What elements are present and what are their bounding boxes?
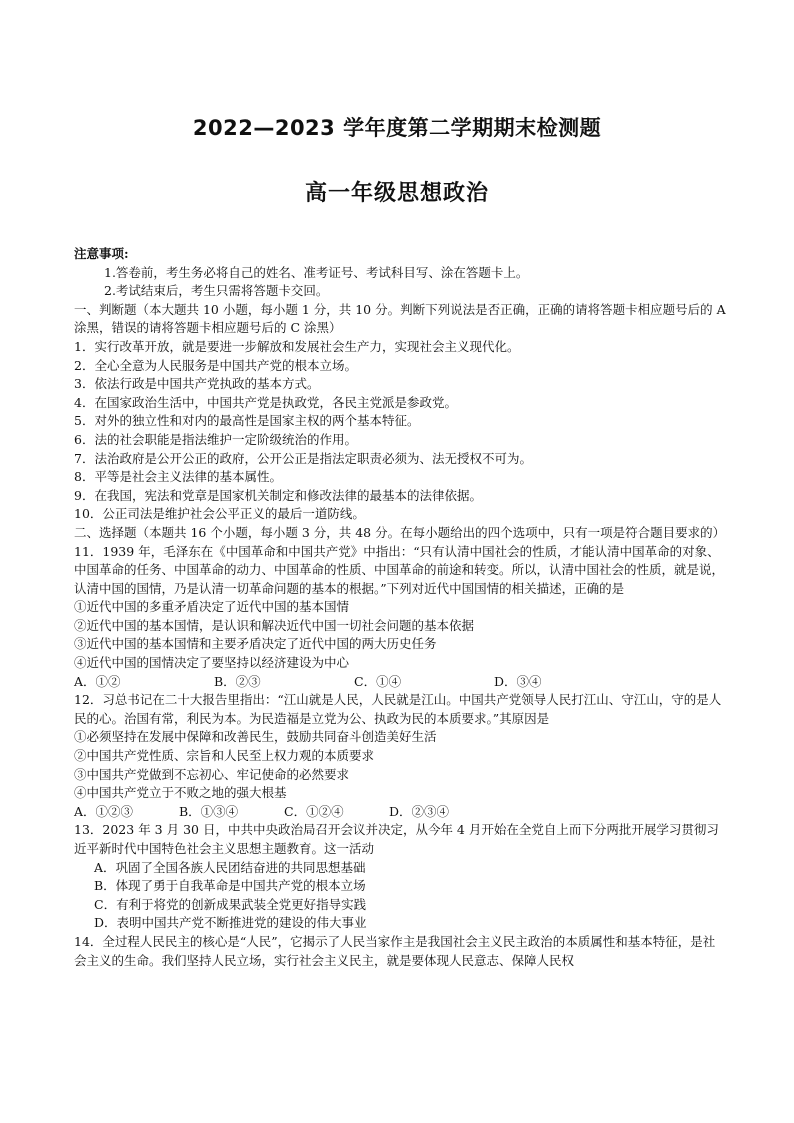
judge-item: 1．实行改革开放，就是要进一步解放和发展社会生产力，实现社会主义现代化。 xyxy=(74,338,520,354)
q11-options xyxy=(74,673,726,692)
section2-heading: 二、选择题（本题共 16 个小题，每小题 3 分，共 48 分。在每小题给出的四个选项中，只有一项是符合题目要求的） xyxy=(74,524,726,540)
question-11-stem: 11．1939 年，毛泽东在《中国革命和中国共产党》中指出：“只有认清中国社会的性质，才能认清中国革命的对象、中国革命的任务、中国革命的动力、中国革命的性质、中国革命的前途和转变。所以，认清中国社会的性质，就是说，认清中国的国情，乃是认清一切革命问题的基本的根据。”下列对近代中国国情的相关描述，正确的是 xyxy=(74,543,725,596)
question-13-stem: 13．2023 年 3 月 30 日，中共中央政治局召开会议并决定，从今年 4 月开始在全党自上而下分两批开展学习贯彻习近平新时代中国特色社会主义思想主题教育。这一活动 xyxy=(74,822,719,856)
judge-item: 3．依法行政是中国共产党执政的基本方式。 xyxy=(74,376,320,392)
q13-option-c: C．有利于将党的创新成果武装全党更好指导实践 xyxy=(94,896,367,912)
question-12-stem: 12．习总书记在二十大报告里指出：“江山就是人民，人民就是江山。中国共产党领导人民打江山、守江山，守的是人民的心。治国有常，利民为本。为民造福是立党为公、执政为民的本质要求。”其原因是 xyxy=(74,692,722,726)
q11-statement: ④近代中国的国情决定了要坚持以经济建设为中心 xyxy=(74,655,350,671)
exam-content xyxy=(74,245,726,970)
q12-statement: ①必须坚持在发展中保障和改善民生，鼓励共同奋斗创造美好生活 xyxy=(74,729,437,745)
q11-option-a: A．①② xyxy=(74,673,121,689)
q11-statement: ③近代中国的基本国情和主要矛盾决定了近代中国的两大历史任务 xyxy=(74,636,437,652)
q12-option-c: C．①②④ xyxy=(284,803,344,819)
q12-statement: ④中国共产党立于不败之地的强大根基 xyxy=(74,785,287,801)
q12-option-d: D．②③④ xyxy=(389,803,450,819)
q12-statement: ③中国共产党做到不忘初心、牢记使命的必然要求 xyxy=(74,766,350,782)
q12-options xyxy=(74,803,726,822)
notice-item: 2.考试结束后，考生只需将答题卡交回。 xyxy=(104,283,329,299)
q12-option-b: B．①③④ xyxy=(179,803,239,819)
judge-item: 6．法的社会职能是指法维护一定阶级统治的作用。 xyxy=(74,431,357,447)
judge-item: 2．全心全意为人民服务是中国共产党的根本立场。 xyxy=(74,357,357,373)
notice-heading: 注意事项: xyxy=(74,246,129,261)
q11-statement: ①近代中国的多重矛盾决定了近代中国的基本国情 xyxy=(74,599,350,615)
q11-option-c: C．①④ xyxy=(354,673,402,689)
q11-option-d: D．③④ xyxy=(494,673,542,689)
q13-option-d: D．表明中国共产党不断推进党的建设的伟大事业 xyxy=(94,915,367,931)
q12-option-a: A．①②③ xyxy=(74,803,134,819)
q11-statement: ②近代中国的基本国情，是认识和解决近代中国一切社会问题的基本依据 xyxy=(74,617,475,633)
section1-heading: 一、判断题（本大题共 10 小题，每小题 1 分，共 10 分。判断下列说法是否正确，正确的请将答题卡相应题号后的 A 涂黑，错误的请将答题卡相应题号后的 C 涂黑） xyxy=(74,301,726,336)
question-14-stem: 14．全过程人民民主的核心是“人民”，它揭示了人民当家作主是我国社会主义民主政治的本质属性和基本特征，是社会主义的生命。我们坚持人民立场，实行社会主义民主，就是要体现人民意志、保障人民权 xyxy=(74,933,716,968)
q11-option-b: B．②③ xyxy=(214,673,261,689)
judge-item: 5．对外的独立性和对内的最高性是国家主权的两个基本特征。 xyxy=(74,413,420,429)
q13-option-a: A．巩固了全国各族人民团结奋进的共同思想基础 xyxy=(94,859,366,875)
q12-statement: ②中国共产党性质、宗旨和人民至上权力观的本质要求 xyxy=(74,748,375,764)
exam-subtitle: 高一年级思想政治 xyxy=(304,181,489,206)
judge-item: 10．公正司法是维护社会公平正义的最后一道防线。 xyxy=(74,506,365,522)
judge-item: 4．在国家政治生活中，中国共产党是执政党，各民主党派是参政党。 xyxy=(74,394,457,410)
exam-title: 2022—2023 学年度第二学期期末检测题 xyxy=(192,116,602,140)
judge-item: 8．平等是社会主义法律的基本属性。 xyxy=(74,469,282,485)
q13-option-b: B．体现了勇于自我革命是中国共产党的根本立场 xyxy=(94,878,366,894)
notice-item: 1.答卷前，考生务必将自己的姓名、准考证号、考试科目写、涂在答题卡上。 xyxy=(104,264,529,280)
judge-item: 9．在我国，宪法和党章是国家机关制定和修改法律的最基本的法律依据。 xyxy=(74,487,482,503)
judge-item: 7．法治政府是公开公正的政府，公开公正是指法定职责必须为、法无授权不可为。 xyxy=(74,450,532,466)
